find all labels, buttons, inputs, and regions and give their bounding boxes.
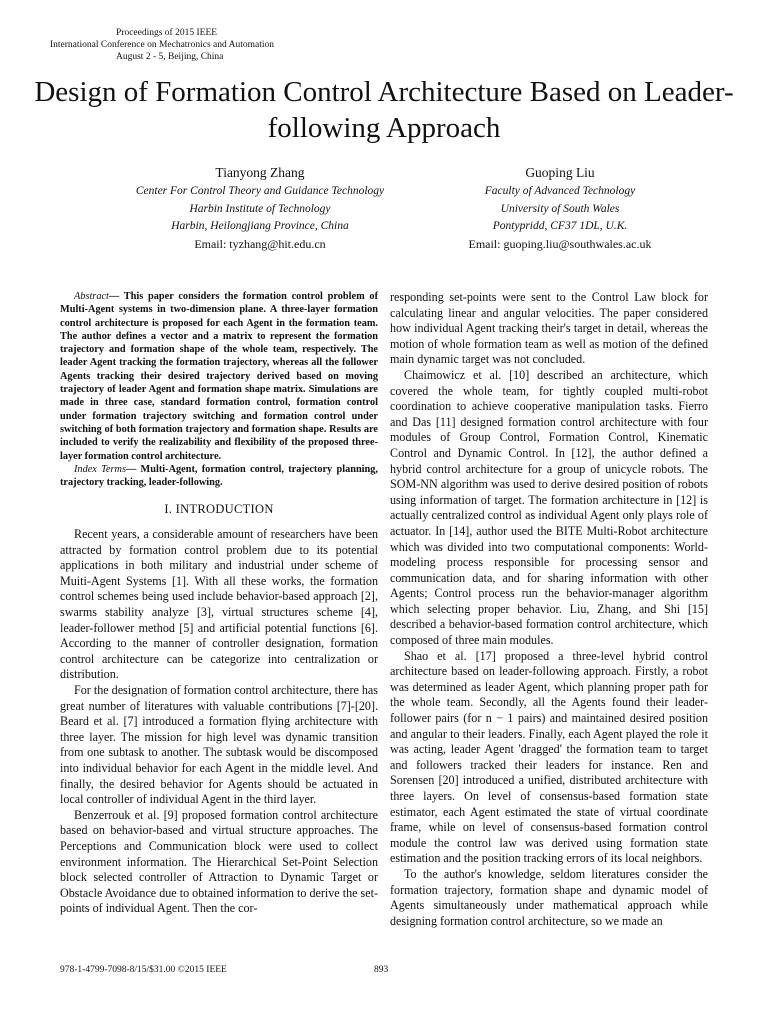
paragraph: responding set-points were sent to the Control Law block for calculating linear and angular velocities. The paper considered how individual Agent tracking their's target in detail, whereas the motion of whole formation team as well as motion of the defined main dynamic target was not concluded. <box>390 290 708 367</box>
author-block-2 <box>400 164 720 252</box>
author-affiliation: Harbin Institute of Technology <box>189 202 331 215</box>
author-affiliation: Center For Control Theory and Guidance Technology <box>135 185 385 197</box>
abstract-text: — This paper considers the formation control problem of Multi-Agent systems in two-dimension plane. A three-layer formation control architecture is proposed for each Agent in the formation team. The author defines a vector and a matrix to represent the formation trajectory and formation shape of the whole team, respectively. The leader Agent tracking the formation trajectory, whereas all the follower Agents tracking their desired trajectory derived based on moving trajectory of leader Agent and formation shape matrix. Simulations are made in three case, standard formation control, formation control under formation trajectory switching and formation control under switching of both formation trajectory and formation shape. Results are included to verify the realizability and flexibility of the proposed three-layer formation control architecture. <box>60 291 378 462</box>
conference-line-1: Proceedings of 2015 IEEE <box>116 28 218 38</box>
paragraph: For the designation of formation control architecture, there has great number of literatures with valuable contributions [7]-[20]. Beard et al. [7] introduced a formation flying architecture with three layer. The mission for high level was dynamic transition from one subtask to another. The subtask would be discomposed into individual behavior for each Agent in the middle level. And finally, the desired behavior for Agents should be actuated in local controller of individual Agent in the third layer. <box>60 682 378 807</box>
left-column <box>60 290 378 917</box>
right-column <box>390 290 708 929</box>
author-affiliation: Pontypridd, CF37 1DL, U.K. <box>492 220 628 232</box>
page-number: 893 <box>374 965 389 975</box>
paragraph: To the author's knowledge, seldom literatures consider the formation trajectory, formation shape and dynamic model of Agents simultaneously under mathematical approach while designing formation control architecture, so we made an <box>390 866 708 928</box>
author-name: Guoping Liu <box>525 165 595 180</box>
author-block-1 <box>100 164 420 252</box>
author-name: Tianyong Zhang <box>215 165 305 180</box>
author-affiliation: University of South Wales <box>500 202 620 215</box>
footer-isbn: 978-1-4799-7098-8/15/$31.00 ©2015 IEEE <box>60 965 227 975</box>
abstract-label: Abstract <box>74 291 109 302</box>
paper-title: Design of Formation Control Architecture Based on Leader-following Approach <box>34 76 734 144</box>
index-terms-text: — Multi-Agent, formation control, trajectory planning, trajectory tracking, leader-following. <box>60 463 378 489</box>
section-heading-introduction: I. INTRODUCTION <box>164 502 274 517</box>
author-affiliation: Faculty of Advanced Technology <box>484 185 636 197</box>
conference-line-3: August 2 - 5, Beijing, China <box>116 52 224 62</box>
index-terms <box>60 463 378 490</box>
paragraph: Chaimowicz et al. [10] described an architecture, which covered the whole team, for tightly coupled multi-robot coordination to achieve cooperative manipulation tasks. Fierro and Das [11] designed formation control architecture with four modules of Group Control, Formation Control, Kinematic Control and Dynamic Control. In [12], the author defined a hybrid control architecture for a group of unicycle robots. The SOM-NN algorithm was used to derive desired position of robots using information of target. The formation architecture in [12] is actually centralized control as individual Agent only plays role of actuator. In [14], author used the BITE Multi-Robot architecture which was divided into two computational components: World-modeling process responsible for processing sensor and communication data, and for sharing information with other Agents; Control process run the behavior-manager algorithm which selecting proper behavior. Liu, Zhang, and Shi [15] described a behavior-based formation control architecture, which composed of three main modules. <box>390 367 708 648</box>
paragraph: Shao et al. [17] proposed a three-level hybrid control architecture based on leader-following approach. Firstly, a robot was determined as leader Agent, which planning proper path for the whole team. Secondly, all the Agents found their leader-follower pairs (for n − 1 pairs) and maintained desired position and angular to their leaders. Finally, each Agent played the role it was acting, leader Agent 'dragged' the formation team to target and followers tracked their leaders for instance. Ren and Sorensen [20] introduced a unified, distributed architecture with three layers. On level of consensus-based formation state estimator, each Agent estimated the state of virtual coordinate frame, while on level of consensus-based formation control module the control law was derived using formation state estimation and the position tracking errors of its local neighbors. <box>390 648 708 866</box>
index-terms-label: Index Terms <box>74 463 126 475</box>
author-email: Email: tyzhang@hit.edu.cn <box>194 236 326 251</box>
author-email: Email: guoping.liu@southwales.ac.uk <box>468 236 652 251</box>
paragraph: Benzerrouk et al. [9] proposed formation control architecture based on behavior-based and virtual structure approaches. The Perceptions and Communication block were used to collect environment information. The Hierarchical Set-Point Selection block selected controller of Attraction to Dynamic Target or Obstacle Avoidance due to obtained information to derive the set-points of individual Agent. Then the cor- <box>60 807 378 916</box>
author-affiliation: Harbin, Heilongjiang Province, China <box>171 220 349 232</box>
conference-header <box>50 27 274 63</box>
conference-line-2: International Conference on Mechatronics and Automation <box>50 40 274 50</box>
paragraph: Recent years, a considerable amount of researchers have been attracted by formation control problem due to its potential applications in both military and industrial under scheme of Muiti-Agent Systems [1]. With all these works, the formation control schemes being used include behavior-based approach [2], swarms stability analyze [3], virtual structures scheme [4], leader-follower method [5] and artificial potential functions [6]. According to the manner of controller designation, formation control architecture can be categorize into centralization or distribution. <box>60 527 378 682</box>
abstract <box>60 290 378 463</box>
